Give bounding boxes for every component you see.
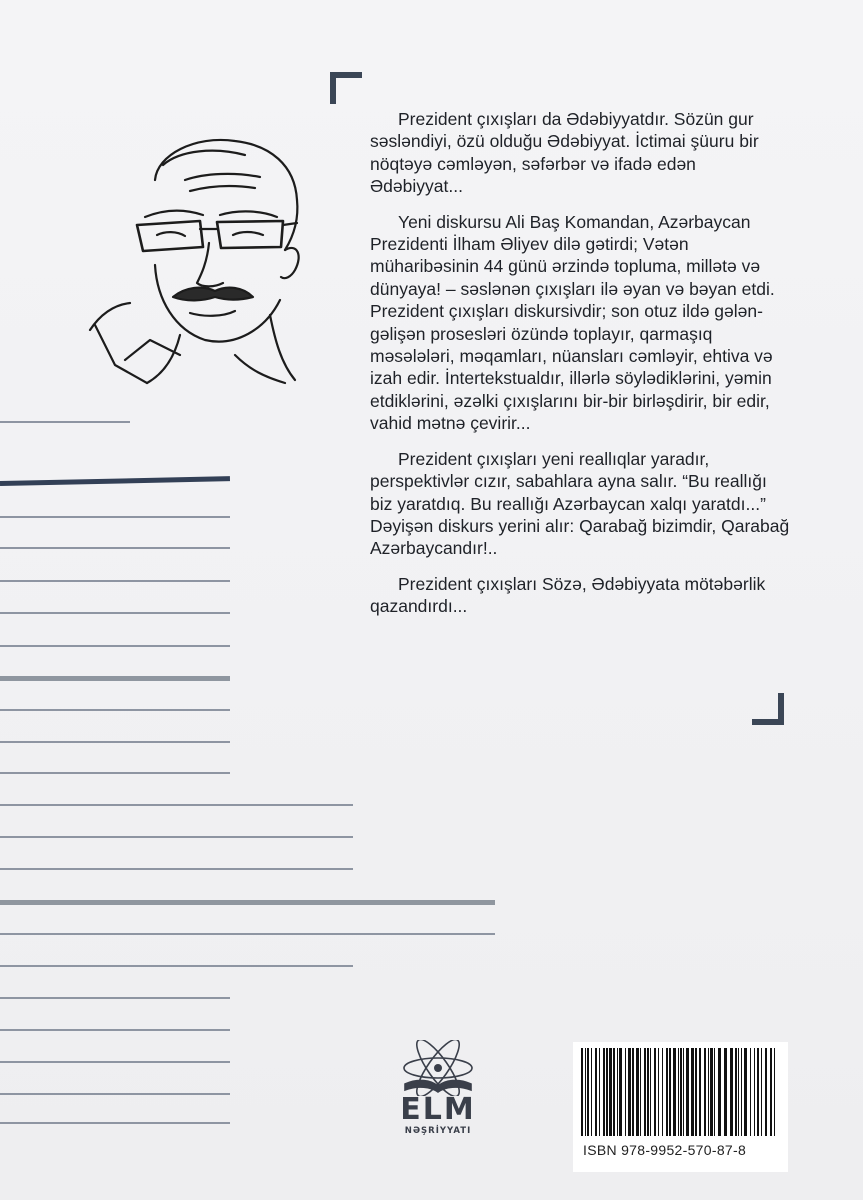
barcode [573, 1042, 788, 1172]
paragraph: Prezident çıxışları Sözə, Ədəbiyyata mötəbərlik qazandırdı... [370, 573, 766, 617]
paragraph: Prezident çıxışları da Ədəbiyyatdır. Sözün gur səsləndiyi, özü olduğu Ədəbiyyat. İctimai şüuru bir nöqtəyə cəmləyən, səfərbər və ifadə edən Ədəbiyyat... [370, 109, 759, 197]
decorative-stripe [0, 1122, 230, 1124]
decorative-stripe [0, 1093, 230, 1095]
decorative-stripe [0, 1061, 230, 1063]
decorative-stripe [0, 421, 130, 423]
back-cover-text [370, 108, 790, 631]
decorative-stripe [0, 547, 230, 549]
decorative-stripe [0, 1029, 230, 1031]
paragraph: Prezident çıxışları yeni reallıqlar yaradır, perspektivlər cızır, sabahlara ayna salır. “Bu reallığı biz yaratdıq. Bu reallığı Azərbaycan xalqı yaratdı...” Dəyişən diskurs yerini alır: Qarabağ bizimdir, Qarabağ Azərbaycandır!.. [370, 448, 790, 559]
decorative-stripe [0, 645, 230, 647]
decorative-stripe-thick [0, 676, 230, 681]
decorative-stripe [0, 580, 230, 582]
barcode-bars [573, 1042, 788, 1138]
publisher-logo [383, 1040, 493, 1140]
decorative-stripe [0, 612, 230, 614]
decorative-stripe [0, 709, 230, 711]
atom-book-icon [383, 1040, 493, 1096]
decorative-stripe [0, 997, 230, 999]
decorative-stripe [0, 836, 353, 838]
paragraph: Yeni diskursu Ali Baş Komandan, Azərbaycan Prezidenti İlham Əliyev dilə gətirdi; Vətən müharibəsinin 44 günü ərzində topluma, millətə və dünyaya! – səslənən çıxışları ilə əyan və bəyan etdi. Prezident çıxışları diskursivdir; son otuz ildə gələn-gəlişən prosesləri özündə toplayır, qarmaşıq məsələləri, məqamları, nüansları cəmləyir, ehtiva və izah edir. İntertekstualdır, illərlə söylədiklərini, yəmin etdiklərini, əzəlki çıxışlarını bir-bir birləşdirir, bir edir, vahid mətnə çevirir... [370, 211, 775, 434]
decorative-stripe [0, 804, 353, 806]
corner-mark-bottom-right [752, 693, 784, 725]
publisher-name: ELM [400, 1092, 476, 1127]
portrait-sketch [85, 125, 315, 390]
publisher-subtitle: NƏŞRİYYATI [404, 1126, 472, 1136]
decorative-stripe [0, 772, 230, 774]
decorative-stripe-accent [0, 476, 230, 486]
decorative-stripe [0, 741, 230, 743]
isbn-number: ISBN 978-9952-570-87-8 [583, 1142, 747, 1158]
corner-mark-top-left [330, 72, 362, 104]
decorative-stripe-thick [0, 900, 495, 905]
decorative-stripe [0, 965, 353, 967]
decorative-stripe [0, 868, 353, 870]
decorative-stripe [0, 933, 495, 935]
decorative-stripe [0, 516, 230, 518]
